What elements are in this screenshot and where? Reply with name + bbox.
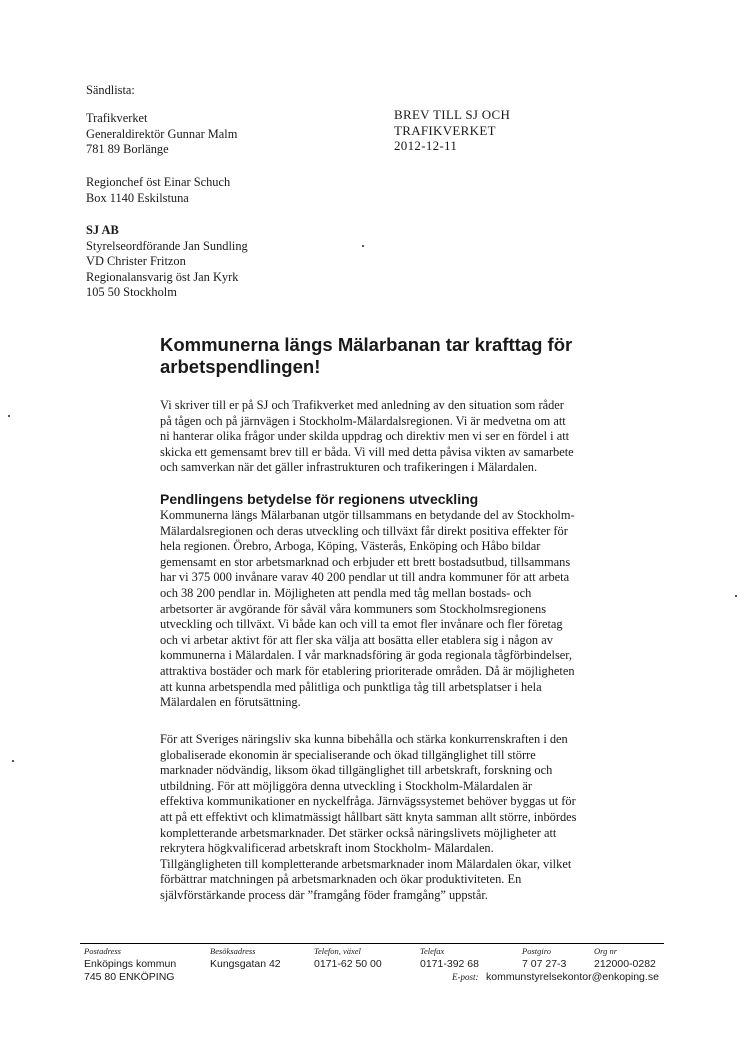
footer-epost-label: E-post: [452, 972, 479, 982]
scan-speck [12, 760, 14, 762]
scan-speck [8, 415, 10, 417]
footer-divider [80, 943, 664, 944]
footer-postgiro-label: Postgiro [522, 946, 551, 956]
recipient-line: 781 89 Borlänge [86, 142, 169, 157]
footer-telefon: 0171-62 50 00 [314, 958, 382, 970]
footer-orgnr-label: Org nr [594, 946, 618, 956]
section-paragraph [160, 508, 575, 711]
text-line: effektiva kommunikationer en nyckelfråga. Järnvägssystemet behöver byggas ut för [160, 794, 576, 809]
text-line: Kommunerna längs Mälarbanan utgör tillsammans en betydande del av Stockholm- [160, 508, 575, 522]
recipient-line: 105 50 Stockholm [86, 285, 177, 300]
text-line: attraktiva bostäder och mark för etablering prioriterade områden. Då är möjligheten [160, 663, 575, 678]
recipient-line: VD Christer Fritzon [86, 254, 186, 269]
scan-speck [735, 595, 737, 597]
letter-head [394, 107, 510, 154]
text-line: på tågen och på järnvägen i Stockholm-Mälardalsregionen. Vi är medvetna om att [160, 413, 566, 428]
text-line: och 38 200 pendlar in. Möjligheten att pendla med tåg mellan bostads- och [160, 585, 532, 600]
text-line: förbättrar matchningen på arbetsmarknaden och ökar produktiviteten. En [160, 872, 522, 887]
text-line: hela regionen. Örebro, Arboga, Köping, Västerås, Enköping och Håbo bildar [160, 539, 541, 554]
text-line: globaliserade ekonomin är specialiserande och ökad tillgänglighet till större [160, 747, 536, 762]
intro-paragraph [160, 398, 574, 476]
text-line: har vi 375 000 invånare varav 40 200 pendlar ut till andra kommuner för att arbeta [160, 570, 570, 585]
footer-telefon-label: Telefon, växel [314, 946, 361, 956]
recipient-line: Box 1140 Eskilstuna [86, 190, 189, 205]
text-line: ni hanterar olika frågor under skilda uppdrag och direktiv men vi ser en fördel i att [160, 429, 570, 444]
letter-date: 2012-12-11 [394, 138, 458, 154]
text-line: kompletterande arbetsmarknader. Det stärker också näringslivets möjligheter att [160, 825, 557, 840]
scan-speck [362, 245, 364, 247]
footer-postadress-label: Postadress [84, 946, 121, 956]
text-line: Mälardalsregionen och deras utveckling och tillväxt får direkt positiva effekter för [160, 523, 568, 538]
text-line: att på ett effektivt och klimatmässigt hållbart sätt knyta samman allt större, inbördes [160, 809, 577, 824]
footer-postadress-line: 745 80 ENKÖPING [84, 971, 175, 983]
recipient-line: Trafikverket [86, 111, 148, 125]
recipient-line: SJ AB [86, 223, 119, 237]
text-line: kommunerna i Mälardalen. I vår marknadsföring är goda regionala tågförbindelser, [160, 648, 573, 663]
footer-orgnr: 212000-0282 [594, 958, 656, 970]
text-line: Tillgängligheten till kompletterande arbetsmarknader inom Mälardalen ökar, vilket [160, 856, 572, 871]
section-heading: Pendlingens betydelse för regionens utveckling [160, 491, 479, 507]
letter-head-line: TRAFIKVERKET [394, 122, 496, 138]
text-line: Vi skriver till er på SJ och Trafikverket med anledning av den situation som råder [160, 398, 564, 412]
document-title [160, 334, 572, 378]
footer-besoksadress: Kungsgatan 42 [210, 958, 281, 970]
text-line: och samverkan när det gäller infrastrukturen och trafikeringen i Mälardalen. [160, 460, 538, 475]
recipient-line: Styrelseordförande Jan Sundling [86, 238, 248, 253]
footer-telefax-label: Telefax [420, 946, 445, 956]
sendlist-heading: Sändlista: [86, 83, 135, 97]
recipient-trafikverket [86, 111, 237, 158]
text-line: arbetsorter är avgörande för såväl våra kommuners som Stockholmsregionens [160, 601, 547, 616]
recipient-sj [86, 223, 248, 301]
sendlist-label [86, 83, 135, 99]
text-line: skicka ett gemensamt brev till er båda. Vi vill med detta påvisa vikten av samarbete [160, 444, 574, 459]
letter-head-line: BREV TILL SJ OCH [394, 107, 511, 122]
body-paragraph [160, 732, 576, 904]
text-line: självförstärkande process där ”framgång föder framgång” uppstår. [160, 887, 488, 902]
footer-besoksadress-label: Besöksadress [210, 946, 256, 956]
recipient-line: Regionalansvarig öst Jan Kyrk [86, 269, 239, 284]
text-line: gemensamt en stor arbetsmarknad och erbjuder ett brett bostadsutbud, tillsammans [160, 554, 571, 569]
title-line: arbetspendlingen! [160, 356, 321, 377]
footer-postgiro: 7 07 27-3 [522, 958, 567, 970]
recipient-line: Regionchef öst Einar Schuch [86, 175, 231, 189]
text-line: Mälardalen en förutsättning. [160, 695, 301, 710]
footer-telefax: 0171-392 68 [420, 958, 479, 970]
recipient-line: Generaldirektör Gunnar Malm [86, 126, 238, 141]
text-line: att kunna arbetspendla med pålitliga och punktliga tåg till arbetsplatser i hela [160, 679, 542, 694]
footer-postadress-line: Enköpings kommun [84, 958, 177, 970]
text-line: utbildning. För att möjliggöra denna utveckling i Stockholm-Mälardalen är [160, 778, 532, 793]
recipient-region [86, 175, 230, 206]
footer-epost: kommunstyrelsekontor@enkoping.se [486, 971, 659, 983]
text-line: marknader nödvändig, liksom ökad tillgänglighet till arbetskraft, forskning och [160, 763, 553, 778]
text-line: och vi arbetar aktivt för att fler ska välja att bosätta eller etablera sig i någon av [160, 632, 553, 647]
title-line: Kommunerna längs Mälarbanan tar krafttag för [160, 334, 573, 355]
text-line: utveckling och tillväxt. Vi både kan och vill ta emot fler invånare och fler företag [160, 617, 563, 632]
text-line: För att Sveriges näringsliv ska kunna bibehålla och stärka konkurrenskraften i den [160, 732, 568, 746]
text-line: rekrytera högkvalificerad arbetskraft inom Stockholm- Mälardalen. [160, 841, 494, 856]
